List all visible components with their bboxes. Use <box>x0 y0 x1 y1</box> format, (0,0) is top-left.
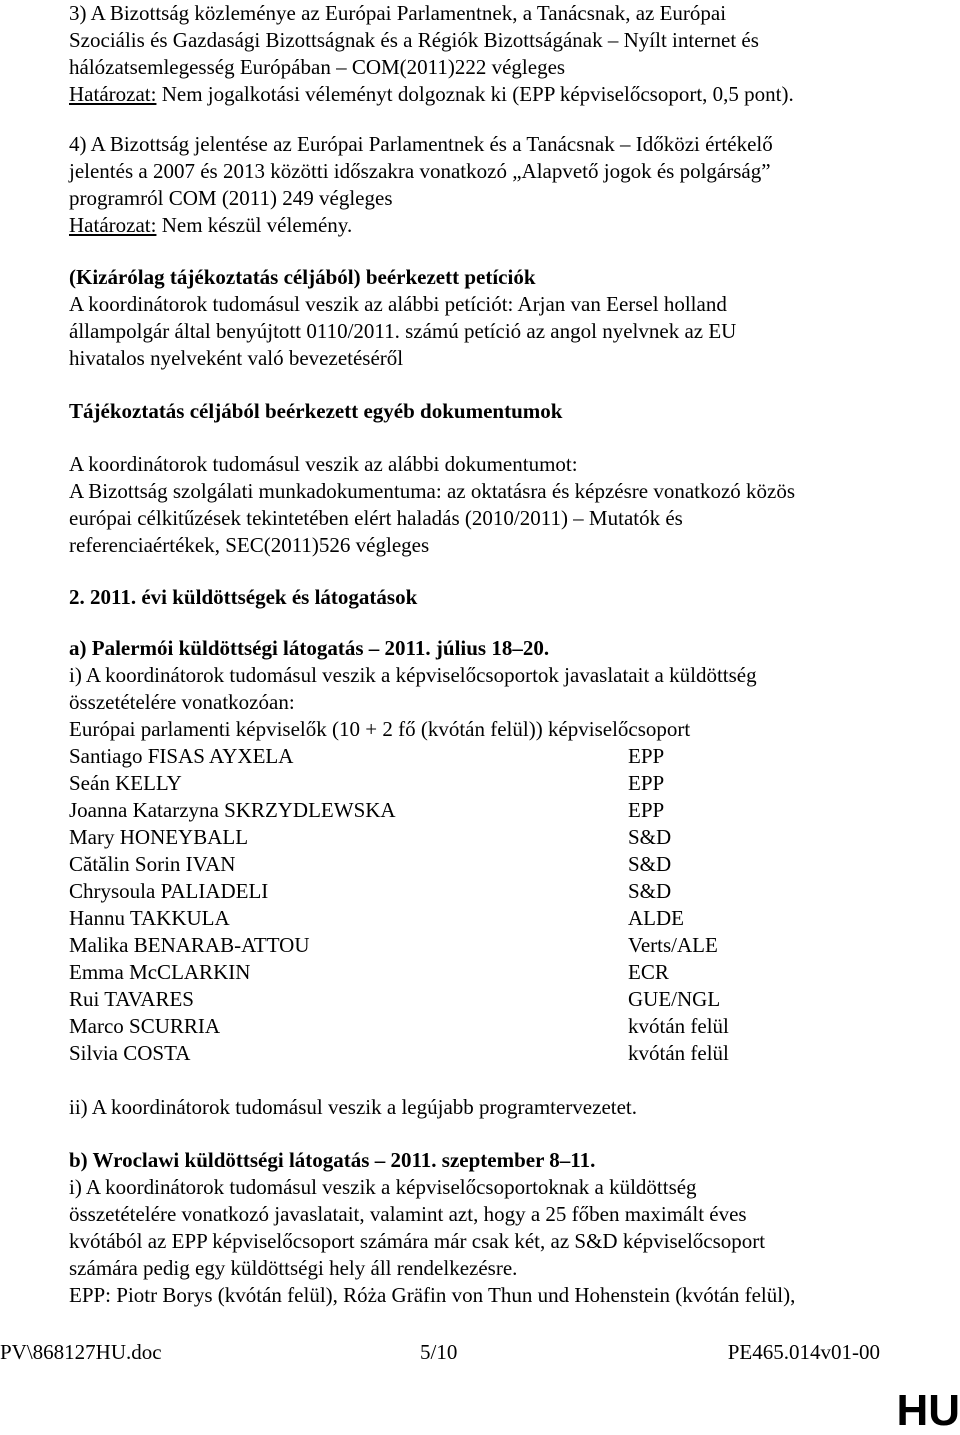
member-group: EPP <box>628 798 665 822</box>
section-2a-heading: a) Palermói küldöttségi látogatás – 2011. július 18–20. <box>69 636 550 660</box>
member-name: Marco SCURRIA <box>69 1014 221 1038</box>
member-row <box>69 851 729 878</box>
member-row <box>69 824 729 851</box>
section-2b-line: számára pedig egy küldöttségi hely áll rendelkezésre. <box>69 1256 518 1280</box>
other-docs-intro: A koordinátorok tudomásul veszik az alábbi dokumentumot: <box>69 452 578 476</box>
footer-pe-ref: PE465.014v01-00 <box>727 1340 880 1364</box>
item-3-decision <box>69 81 889 108</box>
member-row <box>69 743 729 770</box>
member-name: Santiago FISAS AYXELA <box>69 744 294 768</box>
document-page <box>69 0 889 1309</box>
section-2b-line: összetételére vonatkozó javaslatait, valamint azt, hogy a 25 főben maximált éves <box>69 1202 747 1226</box>
member-group: EPP <box>628 744 665 768</box>
members-table <box>69 743 729 1067</box>
member-group: kvótán felül <box>628 1014 729 1038</box>
footer-page-number: 5/10 <box>420 1340 458 1364</box>
item-4-line: programról COM (2011) 249 végleges <box>69 186 393 210</box>
other-docs-heading: Tájékoztatás céljából beérkezett egyéb dokumentumok <box>69 399 563 423</box>
member-row <box>69 1040 729 1067</box>
decision-label: Határozat: <box>69 82 157 106</box>
section-2-heading: 2. 2011. évi küldöttségek és látogatások <box>69 585 418 609</box>
other-docs-line: európai célkitűzések tekintetében elért haladás (2010/2011) – Mutatók és <box>69 506 683 530</box>
decision-text: Nem készül vélemény. <box>156 213 353 237</box>
member-group: GUE/NGL <box>628 987 721 1011</box>
member-group: kvótán felül <box>628 1041 729 1065</box>
member-name: Silvia COSTA <box>69 1041 191 1065</box>
item-4 <box>69 131 889 239</box>
member-row <box>69 797 729 824</box>
section-2b-line: kvótából az EPP képviselőcsoport számára már csak két, az S&D képviselőcsoport <box>69 1229 766 1253</box>
member-row <box>69 932 729 959</box>
petitions-line: állampolgár által benyújtott 0110/2011. számú petíció az angol nyelvnek az EU <box>69 319 737 343</box>
member-name: Cătălin Sorin IVAN <box>69 852 236 876</box>
section-2 <box>69 584 889 1309</box>
decision-label: Határozat: <box>69 213 157 237</box>
member-row <box>69 959 729 986</box>
member-group: S&D <box>628 879 672 903</box>
other-docs-line: referenciaértékek, SEC(2011)526 végleges <box>69 533 430 557</box>
member-group: S&D <box>628 825 672 849</box>
petitions-section <box>69 264 889 372</box>
member-row <box>69 986 729 1013</box>
page-footer <box>0 1339 960 1367</box>
member-name: Mary HONEYBALL <box>69 825 249 849</box>
petitions-line: hivatalos nyelveként való bevezetéséről <box>69 346 404 370</box>
member-row <box>69 878 729 905</box>
section-2a-line: összetételére vonatkozóan: <box>69 690 295 714</box>
footer-doc-ref: PV\868127HU.doc <box>0 1340 162 1364</box>
member-row <box>69 905 729 932</box>
other-docs-section <box>69 398 889 559</box>
section-2b-line: EPP: Piotr Borys (kvótán felül), Róża Gräfin von Thun und Hohenstein (kvótán felül), <box>69 1283 796 1307</box>
other-docs-line: A Bizottság szolgálati munkadokumentuma: az oktatásra és képzésre vonatkozó közös <box>69 479 796 503</box>
member-name: Joanna Katarzyna SKRZYDLEWSKA <box>69 798 396 822</box>
member-name: Emma McCLARKIN <box>69 960 251 984</box>
item-3-line: Szociális és Gazdasági Bizottságnak és a Régiók Bizottságának – Nyílt internet és <box>69 28 759 52</box>
member-name: Seán KELLY <box>69 771 182 795</box>
section-2b-heading: b) Wroclawi küldöttségi látogatás – 2011. szeptember 8–11. <box>69 1148 596 1172</box>
item-4-decision <box>69 212 889 239</box>
section-2a-line: Európai parlamenti képviselők (10 + 2 fő (kvótán felül)) képviselőcsoport <box>69 717 691 741</box>
member-row <box>69 1013 729 1040</box>
member-group: ECR <box>628 960 669 984</box>
item-3-line: hálózatsemlegesség Európában – COM(2011)222 végleges <box>69 55 566 79</box>
member-group: EPP <box>628 771 665 795</box>
petitions-heading: (Kizárólag tájékoztatás céljából) beérkezett petíciók <box>69 265 536 289</box>
member-name: Rui TAVARES <box>69 987 194 1011</box>
decision-text: Nem jogalkotási véleményt dolgoznak ki (EPP képviselőcsoport, 0,5 pont). <box>156 82 794 106</box>
item-3-line: 3) A Bizottság közleménye az Európai Parlamentnek, a Tanácsnak, az Európai <box>69 1 727 25</box>
member-name: Malika BENARAB-ATTOU <box>69 933 310 957</box>
member-row <box>69 770 729 797</box>
member-group: S&D <box>628 852 672 876</box>
member-name: Hannu TAKKULA <box>69 906 230 930</box>
member-group: Verts/ALE <box>628 933 718 957</box>
petitions-line: A koordinátorok tudomásul veszik az alábbi petíciót: Arjan van Eersel holland <box>69 292 727 316</box>
section-2a-ii: ii) A koordinátorok tudomásul veszik a legújabb programtervezetet. <box>69 1095 638 1119</box>
language-code: HU <box>896 1386 960 1435</box>
member-group: ALDE <box>628 906 684 930</box>
section-2a-line: i) A koordinátorok tudomásul veszik a képviselőcsoportok javaslatait a küldöttség <box>69 663 757 687</box>
item-4-line: 4) A Bizottság jelentése az Európai Parlamentnek és a Tanácsnak – Időközi értékelő <box>69 132 773 156</box>
member-name: Chrysoula PALIADELI <box>69 879 269 903</box>
item-3 <box>69 0 889 108</box>
section-2b-line: i) A koordinátorok tudomásul veszik a képviselőcsoportoknak a küldöttség <box>69 1175 697 1199</box>
item-4-line: jelentés a 2007 és 2013 közötti időszakra vonatkozó „Alapvető jogok és polgárság” <box>69 159 771 183</box>
